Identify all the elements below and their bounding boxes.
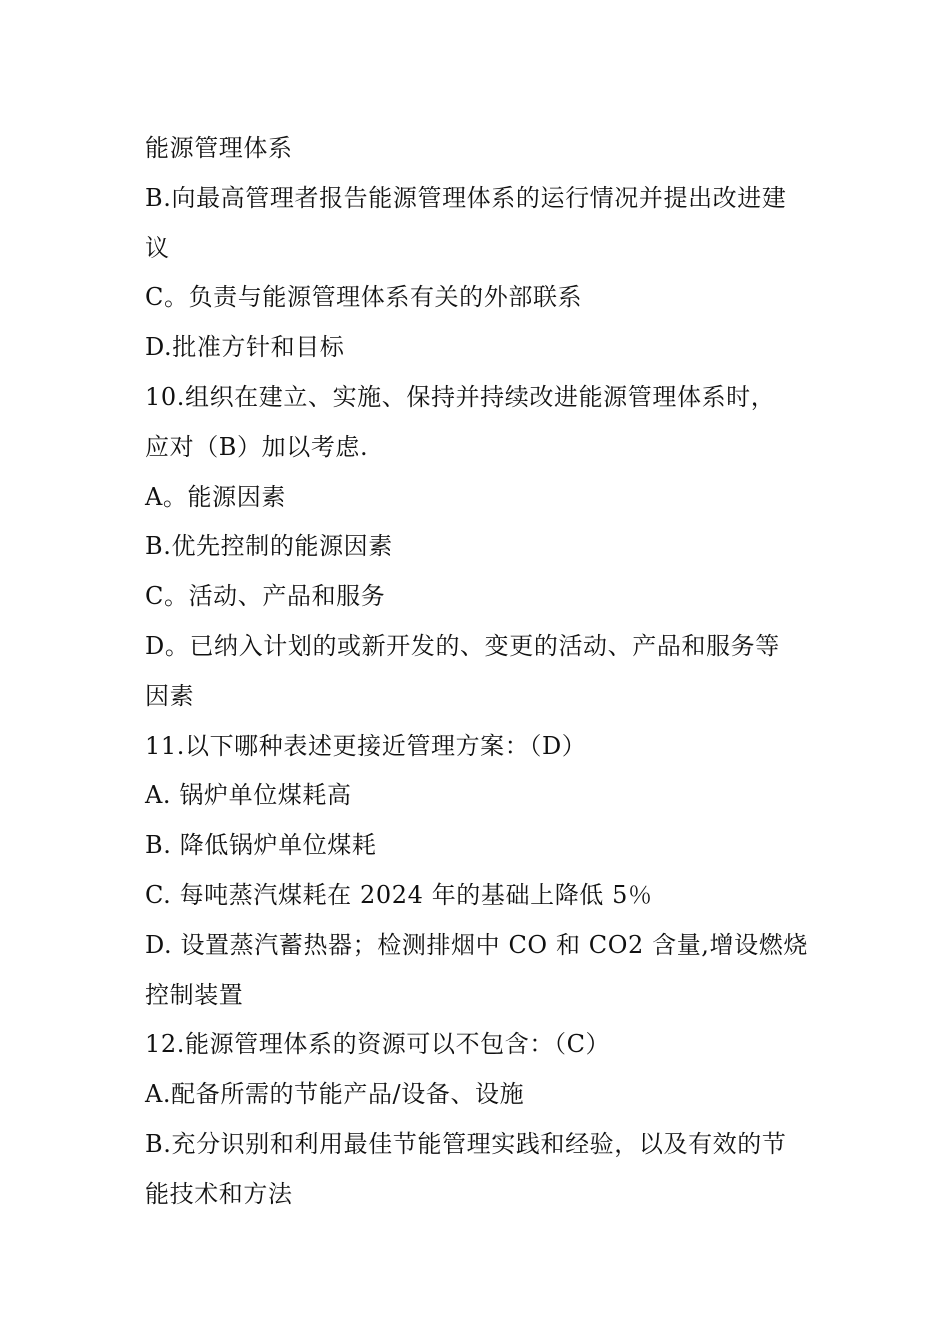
question-10: 10.组织在建立、实施、保持并持续改进能源管理体系时， — [145, 382, 776, 411]
option-d-text: D。已纳入计划的或新开发的、变更的活动、产品和服务等 — [145, 631, 780, 660]
text-line: 议 — [145, 233, 170, 262]
option-c-text: C。活动、产品和服务 — [145, 582, 386, 611]
option-a-text: A。能源因素 — [145, 482, 286, 511]
text-line: 能技术和方法 — [145, 1179, 293, 1208]
option-b-text: B. 降低锅炉单位煤耗 — [145, 831, 377, 860]
text-line: 控制装置 — [145, 980, 244, 1009]
option-b-text: B.充分识别和利用最佳节能管理实践和经验，以及有效的节 — [145, 1129, 787, 1158]
option-b-text: B.向最高管理者报告能源管理体系的运行情况并提出改进建 — [145, 183, 787, 212]
option-c-text: C。负责与能源管理体系有关的外部联系 — [145, 283, 583, 312]
option-b-text: B.优先控制的能源因素 — [145, 532, 393, 561]
option-d-text: D.批准方针和目标 — [145, 333, 345, 362]
text-line: 因素 — [145, 681, 195, 710]
text-line: 能源管理体系 — [145, 134, 293, 162]
question-11: 11.以下哪种表述更接近管理方案：（D） — [145, 731, 587, 760]
option-a-text: A. 锅炉单位煤耗高 — [145, 781, 352, 810]
question-10-continued: 应对（B）加以考虑. — [145, 432, 369, 461]
option-c-text: C. 每吨蒸汽煤耗在 2024 年的基础上降低 5％ — [145, 880, 653, 909]
question-12: 12.能源管理体系的资源可以不包含：（C） — [145, 1030, 611, 1059]
option-d-text: D. 设置蒸汽蓄热器；检测排烟中 CO 和 CO2 含量,增设燃烧 — [145, 930, 808, 959]
document-body — [145, 124, 825, 1220]
option-a-text: A.配备所需的节能产品/设备、设施 — [145, 1080, 525, 1109]
